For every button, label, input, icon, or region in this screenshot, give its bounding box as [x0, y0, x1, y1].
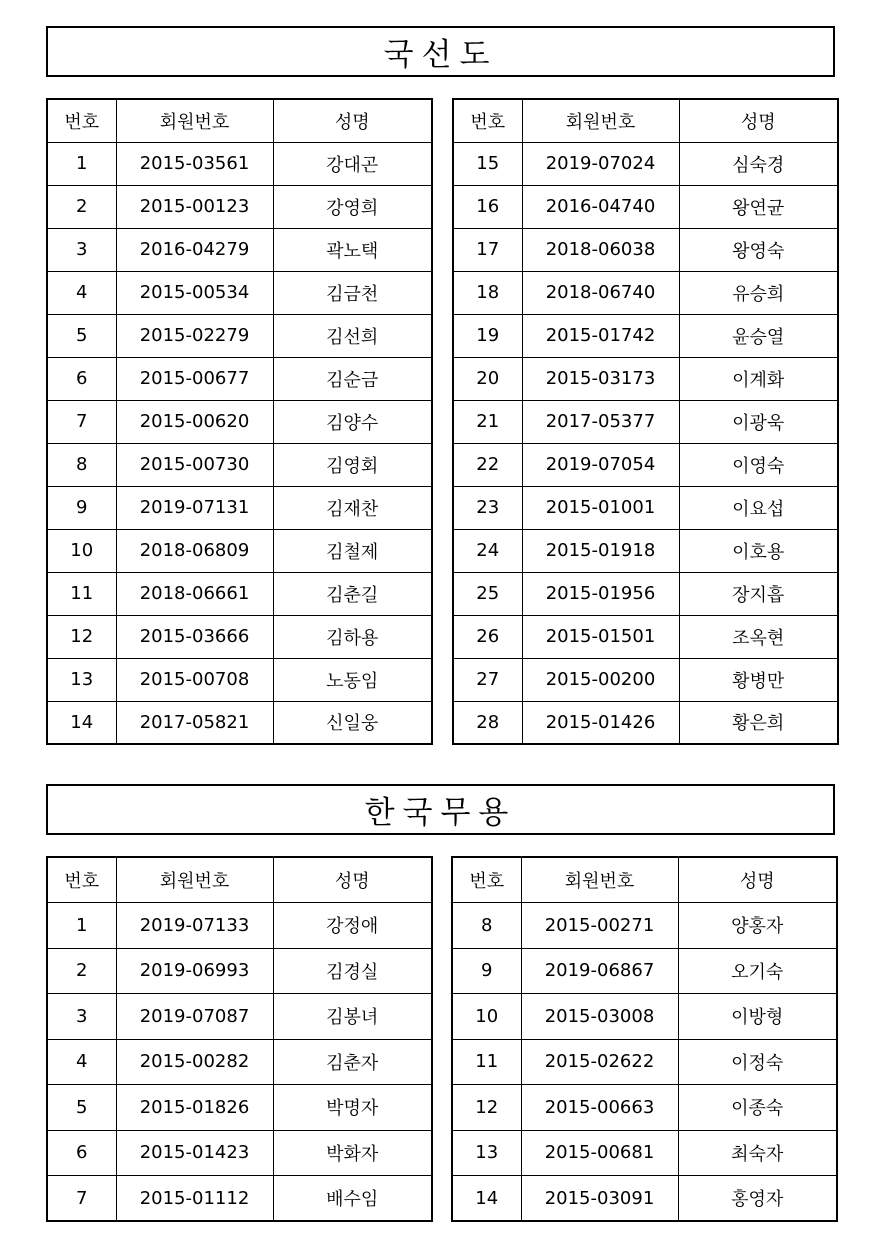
table-row — [47, 903, 432, 949]
member-id-cell: 2015-01742 — [522, 314, 679, 357]
table-row — [47, 185, 432, 228]
table-row — [453, 701, 838, 744]
header-name: 성명 — [679, 99, 838, 142]
member-id-cell: 2015-00708 — [116, 658, 273, 701]
name-cell: 윤승열 — [679, 314, 838, 357]
member-id-cell: 2015-03666 — [116, 615, 273, 658]
member-id-cell: 2018-06661 — [116, 572, 273, 615]
kukseondo-table-left — [46, 98, 433, 745]
table-row — [47, 615, 432, 658]
header-member-id: 회원번호 — [522, 99, 679, 142]
member-id-cell: 2019-07054 — [522, 443, 679, 486]
name-cell: 강대곤 — [273, 142, 432, 185]
member-id-cell: 2016-04740 — [522, 185, 679, 228]
name-cell: 강정애 — [273, 903, 432, 949]
number-cell: 12 — [452, 1085, 521, 1131]
member-id-cell: 2018-06038 — [522, 228, 679, 271]
name-cell: 김하용 — [273, 615, 432, 658]
table-row — [452, 948, 837, 994]
table-row — [453, 529, 838, 572]
table-row — [47, 314, 432, 357]
header-member-id: 회원번호 — [116, 857, 273, 903]
name-cell: 김경실 — [273, 948, 432, 994]
number-cell: 9 — [452, 948, 521, 994]
table-row — [47, 357, 432, 400]
table-row — [452, 1039, 837, 1085]
member-id-cell: 2015-00123 — [116, 185, 273, 228]
member-id-cell: 2015-01501 — [522, 615, 679, 658]
number-cell: 16 — [453, 185, 522, 228]
member-id-cell: 2015-01426 — [522, 701, 679, 744]
number-cell: 8 — [47, 443, 116, 486]
table-row — [47, 486, 432, 529]
number-cell: 1 — [47, 142, 116, 185]
number-cell: 14 — [47, 701, 116, 744]
number-cell: 28 — [453, 701, 522, 744]
member-id-cell: 2015-01918 — [522, 529, 679, 572]
number-cell: 26 — [453, 615, 522, 658]
member-id-cell: 2015-00663 — [521, 1085, 678, 1131]
table-row — [452, 1176, 837, 1222]
number-cell: 2 — [47, 948, 116, 994]
name-cell: 김봉녀 — [273, 994, 432, 1040]
member-id-cell: 2017-05821 — [116, 701, 273, 744]
name-cell: 이요섭 — [679, 486, 838, 529]
section-title-korean-dance: 한국무용 — [46, 784, 835, 835]
number-cell: 4 — [47, 1039, 116, 1085]
number-cell: 19 — [453, 314, 522, 357]
table-header-row — [47, 857, 432, 903]
number-cell: 11 — [47, 572, 116, 615]
member-id-cell: 2019-07024 — [522, 142, 679, 185]
member-id-cell: 2015-02622 — [521, 1039, 678, 1085]
table-row — [452, 903, 837, 949]
number-cell: 3 — [47, 994, 116, 1040]
table-row — [47, 701, 432, 744]
name-cell: 이종숙 — [678, 1085, 837, 1131]
member-id-cell: 2015-03091 — [521, 1176, 678, 1222]
member-id-cell: 2015-00730 — [116, 443, 273, 486]
name-cell: 김춘길 — [273, 572, 432, 615]
name-cell: 김재찬 — [273, 486, 432, 529]
korean-dance-table-right — [451, 856, 838, 1222]
name-cell: 조옥현 — [679, 615, 838, 658]
table-header-row — [47, 99, 432, 142]
number-cell: 17 — [453, 228, 522, 271]
name-cell: 김선희 — [273, 314, 432, 357]
table-row — [452, 1085, 837, 1131]
member-id-cell: 2015-00282 — [116, 1039, 273, 1085]
name-cell: 강영희 — [273, 185, 432, 228]
member-id-cell: 2019-06993 — [116, 948, 273, 994]
member-id-cell: 2017-05377 — [522, 400, 679, 443]
name-cell: 왕연균 — [679, 185, 838, 228]
number-cell: 10 — [47, 529, 116, 572]
member-id-cell: 2016-04279 — [116, 228, 273, 271]
member-id-cell: 2015-00620 — [116, 400, 273, 443]
table-row — [453, 572, 838, 615]
table-row — [453, 357, 838, 400]
name-cell: 이광욱 — [679, 400, 838, 443]
name-cell: 신일웅 — [273, 701, 432, 744]
table-row — [47, 228, 432, 271]
name-cell: 김춘자 — [273, 1039, 432, 1085]
header-number: 번호 — [47, 857, 116, 903]
name-cell: 박명자 — [273, 1085, 432, 1131]
number-cell: 27 — [453, 658, 522, 701]
name-cell: 양홍자 — [678, 903, 837, 949]
member-id-cell: 2015-03173 — [522, 357, 679, 400]
number-cell: 3 — [47, 228, 116, 271]
table-row — [453, 228, 838, 271]
number-cell: 6 — [47, 1130, 116, 1176]
header-number: 번호 — [47, 99, 116, 142]
table-row — [453, 271, 838, 314]
name-cell: 곽노택 — [273, 228, 432, 271]
table-row — [47, 142, 432, 185]
table-header-row — [452, 857, 837, 903]
table-row — [47, 1085, 432, 1131]
member-id-cell: 2015-02279 — [116, 314, 273, 357]
name-cell: 왕영숙 — [679, 228, 838, 271]
table-row — [47, 1039, 432, 1085]
number-cell: 25 — [453, 572, 522, 615]
name-cell: 이정숙 — [678, 1039, 837, 1085]
name-cell: 이계화 — [679, 357, 838, 400]
table-row — [47, 400, 432, 443]
table-row — [453, 185, 838, 228]
table-row — [452, 994, 837, 1040]
number-cell: 13 — [47, 658, 116, 701]
number-cell: 23 — [453, 486, 522, 529]
number-cell: 7 — [47, 400, 116, 443]
member-id-cell: 2015-00534 — [116, 271, 273, 314]
table-header-row — [453, 99, 838, 142]
header-number: 번호 — [452, 857, 521, 903]
number-cell: 14 — [452, 1176, 521, 1222]
header-number: 번호 — [453, 99, 522, 142]
name-cell: 황병만 — [679, 658, 838, 701]
name-cell: 박화자 — [273, 1130, 432, 1176]
member-id-cell: 2015-00200 — [522, 658, 679, 701]
table-row — [47, 271, 432, 314]
name-cell: 노동임 — [273, 658, 432, 701]
name-cell: 이방형 — [678, 994, 837, 1040]
name-cell: 심숙경 — [679, 142, 838, 185]
header-member-id: 회원번호 — [521, 857, 678, 903]
member-id-cell: 2019-07087 — [116, 994, 273, 1040]
name-cell: 배수임 — [273, 1176, 432, 1222]
member-id-cell: 2015-01423 — [116, 1130, 273, 1176]
member-id-cell: 2015-03561 — [116, 142, 273, 185]
name-cell: 오기숙 — [678, 948, 837, 994]
number-cell: 6 — [47, 357, 116, 400]
number-cell: 24 — [453, 529, 522, 572]
number-cell: 10 — [452, 994, 521, 1040]
number-cell: 20 — [453, 357, 522, 400]
name-cell: 홍영자 — [678, 1176, 837, 1222]
table-row — [453, 142, 838, 185]
member-id-cell: 2019-06867 — [521, 948, 678, 994]
kukseondo-table-right — [452, 98, 839, 745]
number-cell: 11 — [452, 1039, 521, 1085]
table-row — [453, 486, 838, 529]
table-row — [47, 658, 432, 701]
table-row — [453, 658, 838, 701]
name-cell: 이호용 — [679, 529, 838, 572]
member-id-cell: 2015-01001 — [522, 486, 679, 529]
member-id-cell: 2015-00677 — [116, 357, 273, 400]
table-row — [453, 615, 838, 658]
table-row — [47, 443, 432, 486]
member-id-cell: 2015-01112 — [116, 1176, 273, 1222]
member-id-cell: 2018-06809 — [116, 529, 273, 572]
name-cell: 김금천 — [273, 271, 432, 314]
number-cell: 2 — [47, 185, 116, 228]
name-cell: 유승희 — [679, 271, 838, 314]
korean-dance-table-left — [46, 856, 433, 1222]
table-row — [452, 1130, 837, 1176]
number-cell: 4 — [47, 271, 116, 314]
number-cell: 13 — [452, 1130, 521, 1176]
number-cell: 15 — [453, 142, 522, 185]
number-cell: 21 — [453, 400, 522, 443]
name-cell: 김양수 — [273, 400, 432, 443]
header-name: 성명 — [678, 857, 837, 903]
number-cell: 8 — [452, 903, 521, 949]
name-cell: 최숙자 — [678, 1130, 837, 1176]
number-cell: 9 — [47, 486, 116, 529]
member-id-cell: 2018-06740 — [522, 271, 679, 314]
header-name: 성명 — [273, 99, 432, 142]
number-cell: 5 — [47, 314, 116, 357]
table-row — [47, 529, 432, 572]
header-name: 성명 — [273, 857, 432, 903]
table-row — [47, 948, 432, 994]
name-cell: 김철제 — [273, 529, 432, 572]
member-id-cell: 2019-07133 — [116, 903, 273, 949]
table-row — [47, 994, 432, 1040]
name-cell: 김영회 — [273, 443, 432, 486]
header-member-id: 회원번호 — [116, 99, 273, 142]
number-cell: 5 — [47, 1085, 116, 1131]
member-id-cell: 2015-03008 — [521, 994, 678, 1040]
section-title-kukseondo: 국선도 — [46, 26, 835, 77]
number-cell: 7 — [47, 1176, 116, 1222]
member-id-cell: 2015-00271 — [521, 903, 678, 949]
name-cell: 장지흡 — [679, 572, 838, 615]
member-id-cell: 2015-01956 — [522, 572, 679, 615]
table-row — [47, 1130, 432, 1176]
table-row — [47, 572, 432, 615]
table-row — [453, 400, 838, 443]
table-row — [453, 314, 838, 357]
name-cell: 김순금 — [273, 357, 432, 400]
member-id-cell: 2019-07131 — [116, 486, 273, 529]
number-cell: 1 — [47, 903, 116, 949]
number-cell: 12 — [47, 615, 116, 658]
table-row — [453, 443, 838, 486]
name-cell: 이영숙 — [679, 443, 838, 486]
table-row — [47, 1176, 432, 1222]
member-id-cell: 2015-01826 — [116, 1085, 273, 1131]
member-id-cell: 2015-00681 — [521, 1130, 678, 1176]
number-cell: 18 — [453, 271, 522, 314]
name-cell: 황은희 — [679, 701, 838, 744]
number-cell: 22 — [453, 443, 522, 486]
